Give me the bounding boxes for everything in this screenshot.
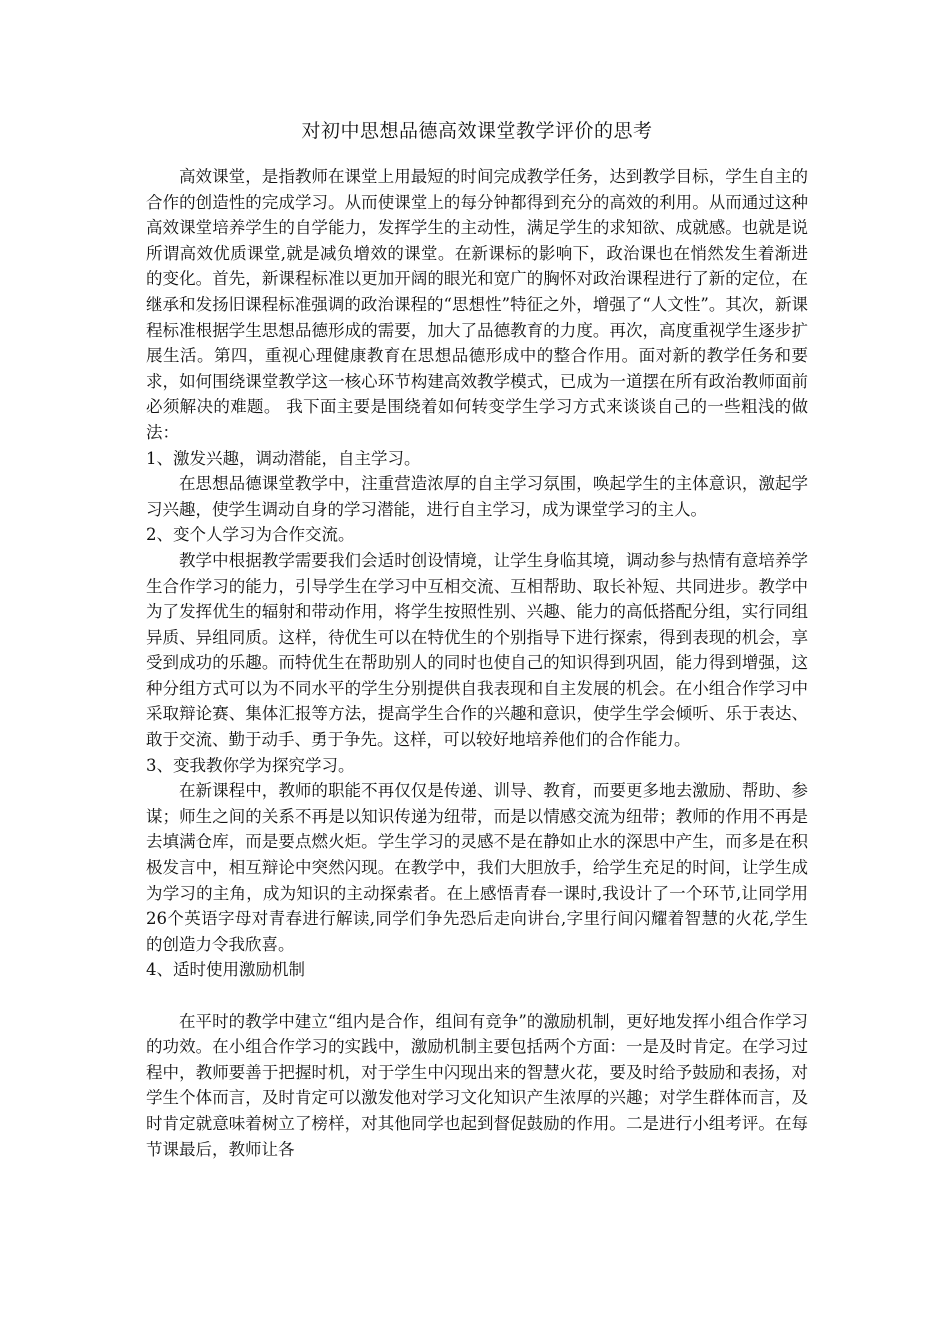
document-title: 对初中思想品德高效课堂教学评价的思考: [301, 120, 653, 142]
section-body-1: 在思想品德课堂教学中，注重营造浓厚的自主学习氛围，唤起学生的主体意识，激起学习兴趣，使学生调动自身的学习潜能，进行自主学习，成为课堂学习的主人。: [146, 474, 808, 519]
section-body-4: 在平时的教学中建立“组内是合作，组间有竞争”的激励机制，更好地发挥小组合作学习的功效。在小组合作学习的实践中，激励机制主要包括两个方面：一是及时肯定。在学习过程中，教师要善于把握时机，对于学生中闪现出来的智慧火花，要及时给予鼓励和表扬，对学生个体而言，及时肯定可以激发他对学习文化知识产生浓厚的兴趣；对学生群体而言，及时肯定就意味着树立了榜样，对其他同学也起到督促鼓励的作用。二是进行小组考评。在每节课最后，教师让各: [146, 1011, 808, 1159]
section-heading-2: 2、变个人学习为合作交流。: [146, 525, 355, 545]
section-body-2: 教学中根据教学需要我们会适时创设情境，让学生身临其境，调动参与热情有意培养学生合作学习的能力，引导学生在学习中互相交流、互相帮助、取长补短、共同进步。教学中为了发挥优生的辐射和带动作用，将学生按照性别、兴趣、能力的高低搭配分组，实行同组异质、异组同质。这样，待优生可以在特优生的个别指导下进行探索，得到表现的机会，享受到成功的乐趣。而特优生在帮助别人的同时也使自己的知识得到巩固，能力得到增强，这种分组方式可以为不同水平的学生分别提供自我表现和自主发展的机会。在小组合作学习中采取辩论赛、集体汇报等方法，提高学生合作的兴趣和意识，使学生学会倾听、乐于表达、敢于交流、勤于动手、勇于争先。这样，可以较好地培养他们的合作能力。: [146, 550, 808, 750]
section-body-3: 在新课程中，教师的职能不再仅仅是传递、训导、教育，而要更多地去激励、帮助、参谋；师生之间的关系不再是以知识传递为纽带，而是以情感交流为纽带；教师的作用不再是去填满仓库，而是要点燃火炬。学生学习的灵感不是在静如止水的深思中产生，而多是在积极发言中，相互辩论中突然闪现。在教学中，我们大胆放手，给学生充足的时间，让学生成为学习的主角，成为知识的主动探索者。在上感悟青春一课时,我设计了一个环节,让同学用26个英语字母对青春进行解读,同学们争先恐后走向讲台,字里行间闪耀着智慧的火花,学生的创造力令我欣喜。: [146, 781, 808, 954]
section-heading-1: 1、激发兴趣，调动潜能，自主学习。: [146, 448, 421, 468]
section-heading-3: 3、变我教你学为探究学习。: [146, 755, 355, 775]
blank-line: [146, 983, 808, 1009]
intro-paragraph: 高效课堂，是指教师在课堂上用最短的时间完成教学任务，达到教学目标，学生自主的合作的创造性的完成学习。从而使课堂上的每分钟都得到充分的高效的利用。从而通过这种高效课堂培养学生的自学能力，发挥学生的主动性，满足学生的求知欲、成就感。也就是说所谓高效优质课堂,就是减负增效的课堂。在新课标的影响下，政治课也在悄然发生着渐进的变化。首先，新课程标准以更加开阔的眼光和宽广的胸怀对政治课程进行了新的定位，在继承和发扬旧课程标准强调的政治课程的“思想性”特征之外，增强了“人文性”。其次，新课程标准根据学生思想品德形成的需要，加大了品德教育的力度。再次，高度重视学生逐步扩展生活。第四，重视心理健康教育在思想品德形成中的整合作用。面对新的教学任务和要求，如何围绕课堂教学这一核心环节构建高效教学模式，已成为一道摆在所有政治教师面前必须解决的难题。 我下面主要是围绕着如何转变学生学习方式来谈谈自己的一些粗浅的做法：: [146, 167, 808, 442]
section-heading-4: 4、适时使用激励机制: [146, 960, 305, 980]
document-page: [146, 118, 808, 1162]
